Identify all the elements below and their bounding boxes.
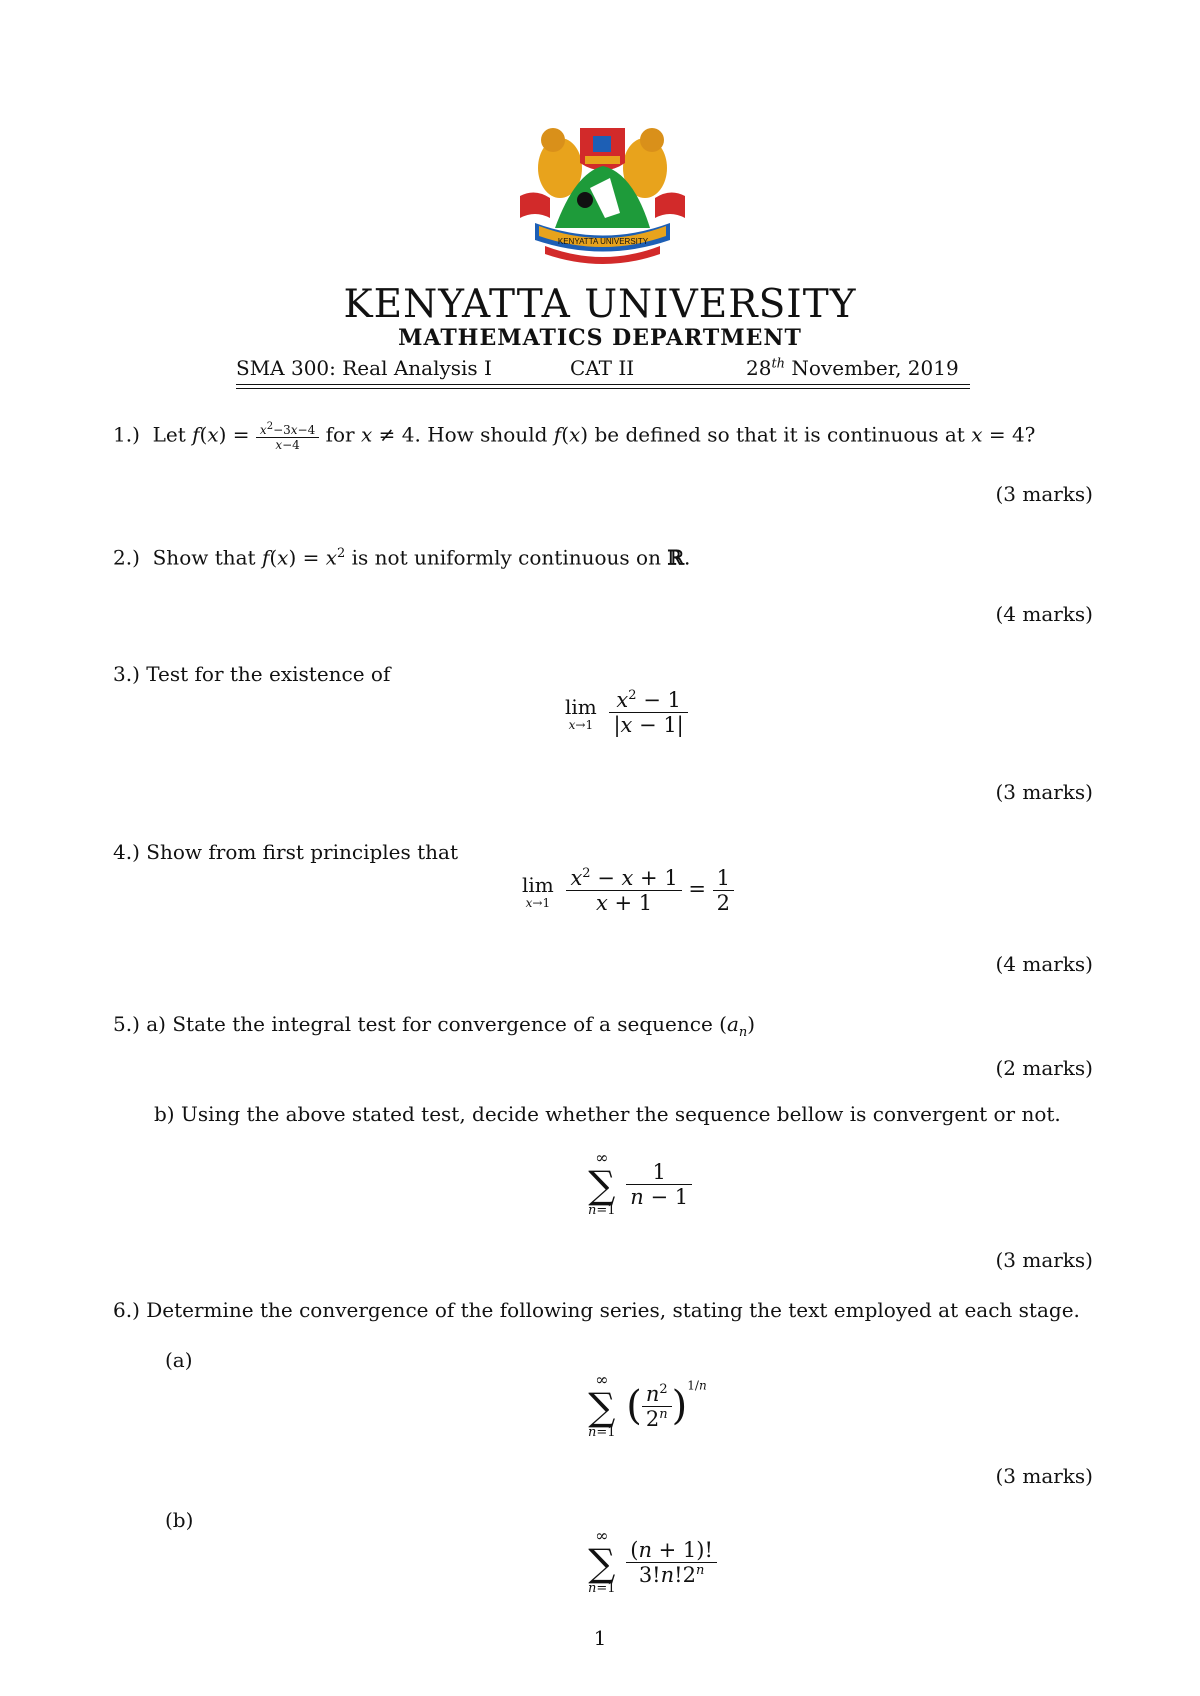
department-name: MATHEMATICS DEPARTMENT [398,325,802,351]
question-1-marks: (3 marks) [995,482,1093,506]
question-4-marks: (4 marks) [995,952,1093,976]
question-5a: 5.) a) State the integral test for convergence of a sequence $(a_n)$ [113,1012,756,1040]
question-6a-marks: (3 marks) [995,1464,1093,1488]
question-1: 1.) Let f(x) = $\frac{x^2-3x-4}{x-4}$ for x ≠ 4. How should f(x) be defined so that it is continuous at x = 4? [113,421,1036,452]
question-4-limit: lim x→1 $\frac{x^2 - x + 1}{x + 1}$ = $\frac{1}{2}$ [522,866,734,915]
question-3: 3.) Test for the existence of [113,662,391,686]
question-3-marks: (3 marks) [995,780,1093,804]
svg-text:KENYATTA UNIVERSITY: KENYATTA UNIVERSITY [557,237,649,246]
q1-fraction: $\frac{x^2-3x-4}{x-4}$ [256,420,319,452]
question-6a-label: (a) [165,1348,193,1372]
question-6a-series: ∞ ∑ n=1 ( $\frac{n^2}{2^n}$ )$^{1/n}$ [588,1370,707,1440]
course-title: SMA 300: Real Analysis I [236,356,492,380]
university-name: KENYATTA UNIVERSITY [343,282,857,327]
question-1-number: 1.) [113,422,140,447]
page-number: 1 [593,1626,607,1650]
question-6b-label: (b) [165,1508,194,1532]
question-2-marks: (4 marks) [995,602,1093,626]
question-4: 4.) Show from first principles that [113,840,459,864]
question-5b-marks: (3 marks) [995,1248,1093,1272]
question-5b: b) Using the above stated test, decide whether the sequence bellow is convergent or not. [154,1102,1061,1126]
question-5a-marks: (2 marks) [995,1056,1093,1080]
question-6: 6.) Determine the convergence of the following series, stating the text employed at each stage. [113,1298,1080,1322]
question-5b-series: ∞ ∑ n=1 $\frac{1}{n - 1}$ [588,1150,692,1218]
question-6b-series: ∞ ∑ n=1 $\frac{(n + 1)!}{3!n!2^n}$ [588,1528,717,1596]
header-rule [236,388,970,389]
exam-date: 28th November, 2019 [746,356,959,380]
question-3-limit: lim x→1 $\frac{x^2 - 1}{|x - 1|}$ [565,688,688,737]
question-2: 2.) Show that $f(x) = x^2$ is not uniformly continuous on ℝ. [113,545,691,570]
cat-label: CAT II [570,356,635,380]
course-line [236,356,970,385]
university-crest [515,118,690,266]
